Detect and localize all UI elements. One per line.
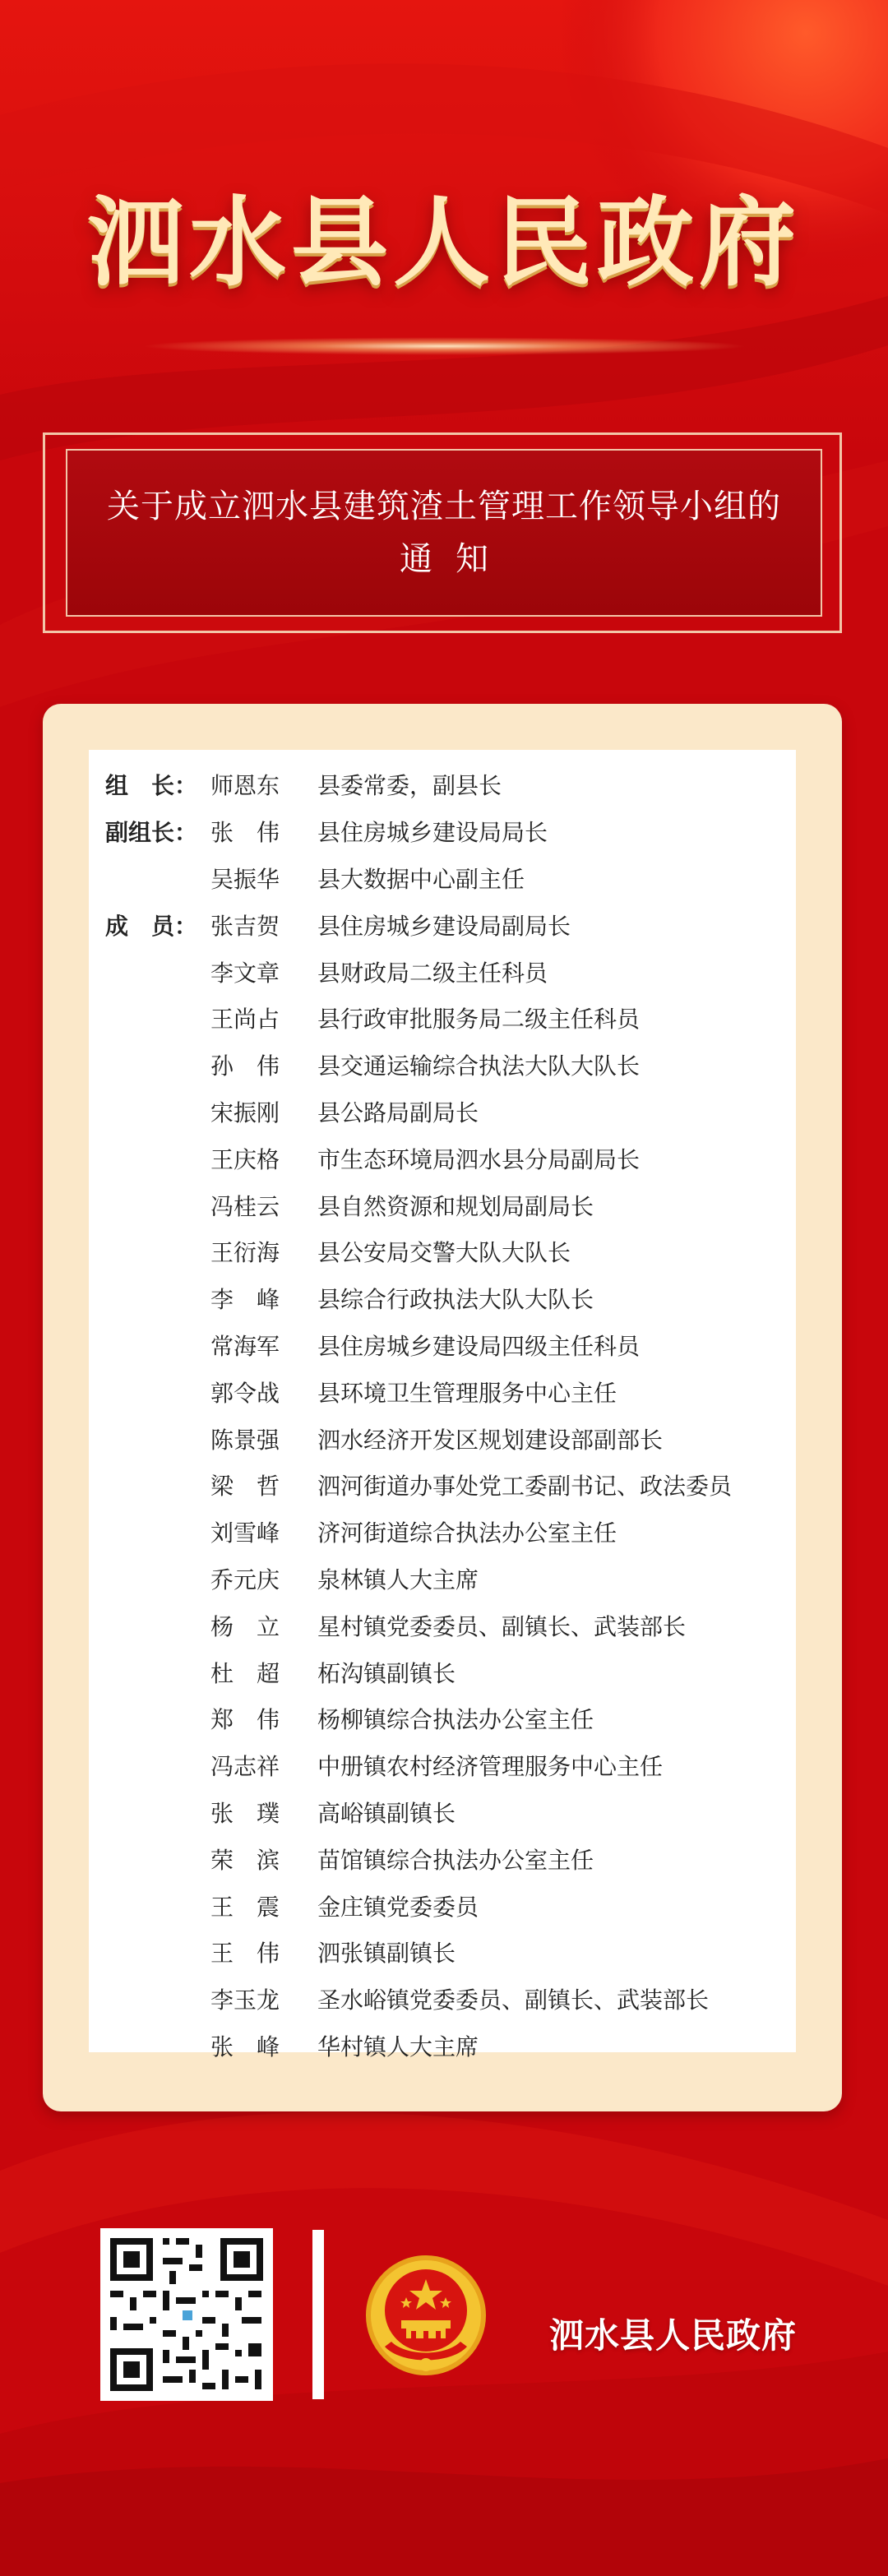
member-name: 吴振华 bbox=[210, 865, 280, 893]
member-row bbox=[105, 1462, 788, 1509]
member-row bbox=[105, 1929, 788, 1976]
member-name: 王 震 bbox=[210, 1893, 280, 1921]
member-name: 乔元庆 bbox=[210, 1565, 280, 1593]
member-title: 柘沟镇副镇长 bbox=[317, 1659, 456, 1687]
emblem-graphic bbox=[360, 2250, 492, 2381]
member-name: 王尚占 bbox=[210, 1006, 280, 1034]
member-name: 郭令战 bbox=[210, 1379, 280, 1407]
member-title: 县公路局副局长 bbox=[317, 1098, 479, 1126]
member-role: 成 员： bbox=[105, 912, 198, 940]
member-name: 张吉贺 bbox=[210, 912, 280, 940]
member-row bbox=[105, 1089, 788, 1135]
member-title: 圣水峪镇党委委员、副镇长、武装部长 bbox=[317, 1986, 710, 2014]
member-row bbox=[105, 855, 788, 902]
member-role: 组 长： bbox=[105, 772, 198, 800]
member-row bbox=[105, 901, 788, 948]
member-title: 县委常委，副县长 bbox=[317, 772, 502, 800]
member-title: 泗河街道办事处党工委副书记、政法委员 bbox=[317, 1473, 733, 1501]
member-title: 县自然资源和规划局副局长 bbox=[317, 1192, 594, 1220]
member-name: 常海军 bbox=[210, 1332, 280, 1360]
member-row bbox=[105, 1835, 788, 1882]
member-row bbox=[105, 1742, 788, 1789]
member-title: 杨柳镇综合执法办公室主任 bbox=[317, 1706, 594, 1734]
member-name: 荣 滨 bbox=[210, 1846, 280, 1874]
member-title: 星村镇党委委员、副镇长、武装部长 bbox=[317, 1612, 687, 1640]
member-row bbox=[105, 1368, 788, 1415]
member-row bbox=[105, 1789, 788, 1836]
member-name: 张 峰 bbox=[210, 2033, 280, 2060]
notice-title-line1: 关于成立泗水县建筑渣土管理工作领导小组的 bbox=[107, 488, 781, 525]
notice-heading bbox=[66, 449, 822, 617]
member-name: 王庆格 bbox=[210, 1145, 280, 1173]
national-emblem-icon bbox=[360, 2250, 492, 2381]
member-row bbox=[105, 1695, 788, 1742]
member-row bbox=[105, 1556, 788, 1602]
member-row bbox=[105, 1182, 788, 1228]
member-row bbox=[105, 1322, 788, 1369]
member-list-card bbox=[43, 704, 842, 2111]
member-name: 杨 立 bbox=[210, 1612, 280, 1640]
member-list bbox=[105, 761, 788, 2069]
member-name: 郑 伟 bbox=[210, 1706, 280, 1734]
member-title: 泗张镇副镇长 bbox=[317, 1940, 456, 1968]
member-name: 陈景强 bbox=[210, 1426, 280, 1454]
member-name: 师恩东 bbox=[210, 772, 280, 800]
member-title: 市生态环境局泗水县分局副局长 bbox=[317, 1145, 641, 1173]
member-name: 李 峰 bbox=[210, 1286, 280, 1314]
member-name: 王衍海 bbox=[210, 1239, 280, 1267]
member-name: 杜 超 bbox=[210, 1659, 280, 1687]
member-name: 张 璞 bbox=[210, 1799, 280, 1827]
member-row bbox=[105, 1415, 788, 1462]
member-title: 济河街道综合执法办公室主任 bbox=[317, 1519, 617, 1547]
member-name: 冯桂云 bbox=[210, 1192, 280, 1220]
member-name: 梁 哲 bbox=[210, 1473, 280, 1501]
member-name: 李玉龙 bbox=[210, 1986, 280, 2014]
member-name: 王 伟 bbox=[210, 1940, 280, 1968]
member-row bbox=[105, 948, 788, 995]
member-title: 县住房城乡建设局副局长 bbox=[317, 912, 571, 940]
member-row bbox=[105, 761, 788, 808]
member-title: 县住房城乡建设局四级主任科员 bbox=[317, 1332, 641, 1360]
member-row bbox=[105, 1602, 788, 1649]
member-name: 张 伟 bbox=[210, 819, 280, 847]
member-title: 华村镇人大主席 bbox=[317, 2033, 479, 2060]
member-title: 泗水经济开发区规划建设部副部长 bbox=[317, 1426, 664, 1454]
footer-org-name: 泗水县人民政府 bbox=[549, 2315, 798, 2356]
notice-title-line2: 通知 bbox=[400, 540, 511, 578]
member-name: 冯志祥 bbox=[210, 1753, 280, 1781]
member-row bbox=[105, 1976, 788, 2023]
member-name: 李文章 bbox=[210, 959, 280, 987]
member-title: 苗馆镇综合执法办公室主任 bbox=[317, 1846, 594, 1874]
member-row bbox=[105, 1228, 788, 1275]
qr-code-graphic bbox=[100, 2228, 273, 2401]
title-glow-divider bbox=[140, 337, 748, 355]
member-row bbox=[105, 1275, 788, 1322]
member-row bbox=[105, 808, 788, 855]
member-title: 高峪镇副镇长 bbox=[317, 1799, 456, 1827]
member-row bbox=[105, 1882, 788, 1929]
member-title: 县住房城乡建设局局长 bbox=[317, 819, 548, 847]
member-title: 泉林镇人大主席 bbox=[317, 1565, 479, 1593]
member-title: 县行政审批服务局二级主任科员 bbox=[317, 1006, 641, 1034]
member-list-panel bbox=[89, 750, 796, 2060]
member-title: 县公安局交警大队大队长 bbox=[317, 1239, 571, 1267]
member-title: 县大数据中心副主任 bbox=[317, 865, 525, 893]
member-role: 副组长： bbox=[105, 819, 198, 847]
footer-divider bbox=[312, 2230, 324, 2399]
member-row bbox=[105, 1135, 788, 1182]
member-title: 县财政局二级主任科员 bbox=[317, 959, 548, 987]
member-title: 中册镇农村经济管理服务中心主任 bbox=[317, 1753, 664, 1781]
qr-code-icon bbox=[100, 2228, 273, 2401]
member-title: 县综合行政执法大队大队长 bbox=[317, 1286, 594, 1314]
member-title: 县环境卫生管理服务中心主任 bbox=[317, 1379, 617, 1407]
member-row bbox=[105, 995, 788, 1042]
page-title: 泗水县人民政府 bbox=[86, 185, 801, 299]
member-name: 孙 伟 bbox=[210, 1052, 280, 1080]
member-title: 县交通运输综合执法大队大队长 bbox=[317, 1052, 641, 1080]
member-name: 宋振刚 bbox=[210, 1098, 280, 1126]
member-row bbox=[105, 2023, 788, 2070]
member-title: 金庄镇党委委员 bbox=[317, 1893, 479, 1921]
member-name: 刘雪峰 bbox=[210, 1519, 280, 1547]
member-row bbox=[105, 1649, 788, 1695]
member-row bbox=[105, 1042, 788, 1089]
member-row bbox=[105, 1509, 788, 1556]
